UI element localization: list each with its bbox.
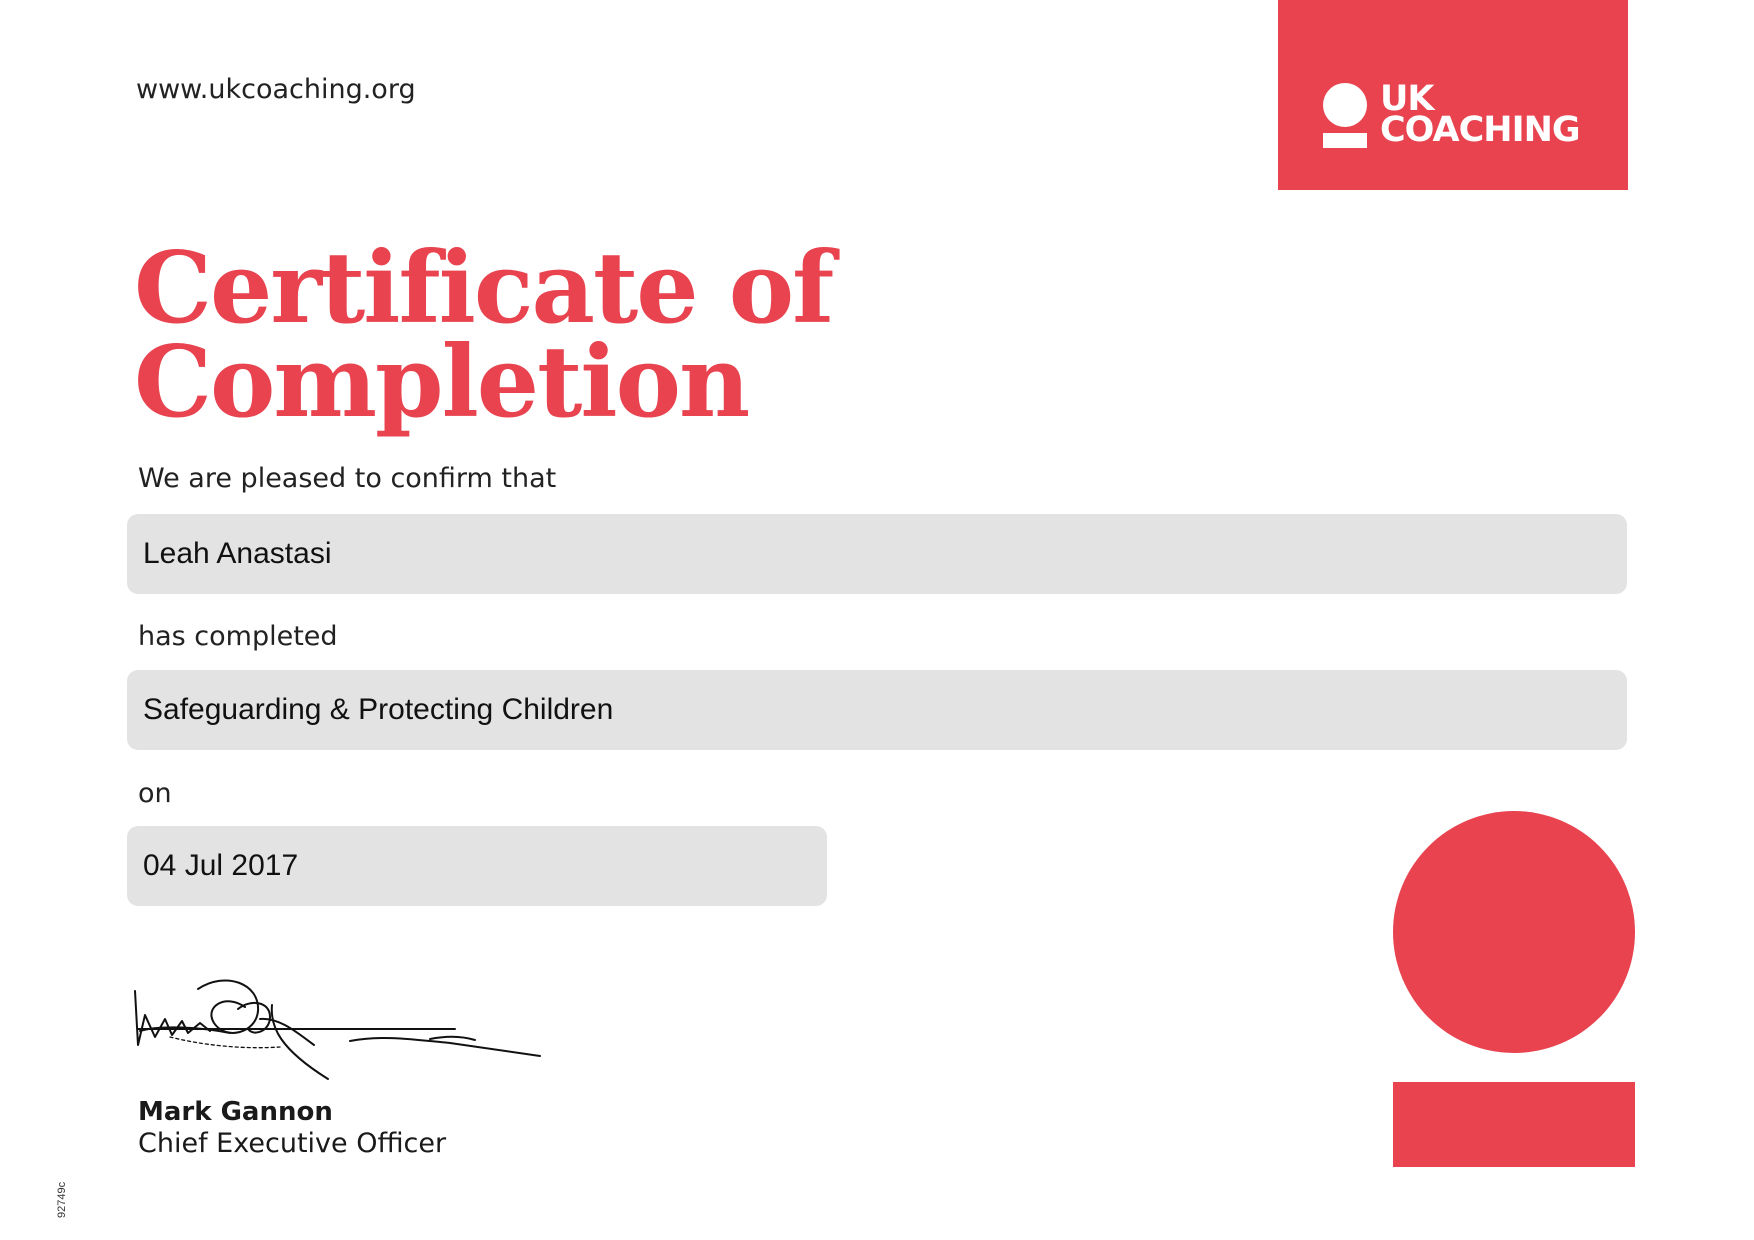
logo-circle-icon: [1323, 83, 1367, 127]
decorative-bar: [1393, 1082, 1635, 1167]
logo-wordmark: [1380, 79, 1580, 150]
date-field: [127, 826, 827, 906]
completed-label: has completed: [138, 621, 338, 652]
signatory-role: Chief Executive Officer: [138, 1128, 447, 1159]
completion-date: 04 Jul 2017: [143, 849, 299, 882]
logo-line-1: UK: [1380, 79, 1434, 119]
decorative-circle: [1393, 811, 1635, 1053]
website-url: www.ukcoaching.org: [136, 74, 416, 105]
on-label: on: [138, 778, 172, 809]
title-line-1: Certificate of: [134, 231, 833, 346]
reference-code: 92749c: [56, 1181, 68, 1218]
logo-bar-icon: [1323, 133, 1367, 148]
confirm-label: We are pleased to confirm that: [138, 463, 557, 494]
uk-coaching-logo: [1278, 0, 1628, 190]
course-field: [127, 670, 1627, 750]
course-name: Safeguarding & Protecting Children: [143, 693, 614, 726]
recipient-name: Leah Anastasi: [143, 537, 332, 570]
logo-line-2: COACHING: [1380, 110, 1580, 150]
signature-image: [130, 975, 550, 1085]
certificate-title: [134, 231, 833, 440]
recipient-field: [127, 514, 1627, 594]
signatory-name: Mark Gannon: [138, 1097, 333, 1127]
title-line-2: Completion: [134, 325, 749, 440]
